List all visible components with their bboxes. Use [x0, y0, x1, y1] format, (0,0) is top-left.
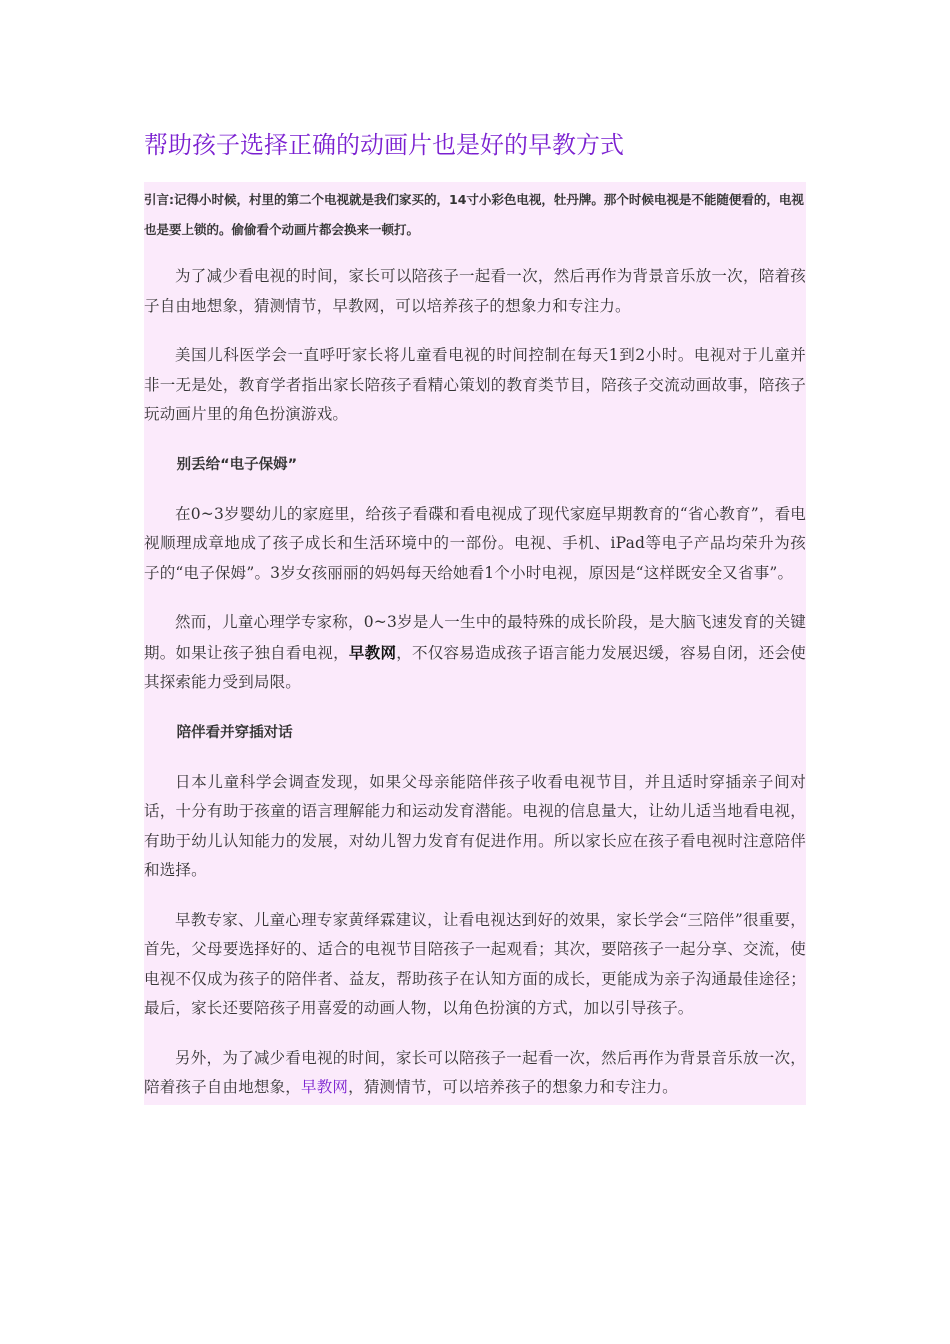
paragraph-1 — [144, 262, 806, 321]
section-heading-electronic-nanny: 别丢给“电子保姆” — [176, 456, 298, 473]
paragraph-7 — [144, 1044, 806, 1103]
page-title: 帮助孩子选择正确的动画片也是好的早教方式 — [144, 131, 624, 159]
article-lead: 引言:记得小时候，村里的第二个电视就是我们家买的，14寸小彩色电视，牡丹牌。那个时候电视是不能随便看的，电视也是要上锁的。偷偷看个动画片都会换来一顿打。 — [144, 192, 804, 237]
early-childhood-education-link[interactable]: 早期教育 — [601, 504, 665, 523]
section-heading-accompany: 陪伴看并穿插对话 — [176, 724, 293, 741]
paragraph-4 — [144, 608, 806, 698]
early-education-link-bold[interactable]: 早教网 — [348, 642, 397, 662]
paragraph-4-text-after: ，不仅容易造成孩子语言能力发展迟缓，容易自闭，还会使其探索能力受到局限。 — [144, 643, 806, 691]
early-education-link[interactable]: 早教网 — [332, 296, 380, 315]
paragraph-5: 日本儿童科学会调查发现，如果父母亲能陪伴孩子收看电视节目，并且适时穿插亲子间对话，十分有助于孩童的语言理解能力和运动发育潜能。电视的信息量大，让幼儿适当地看电视，有助于幼儿认知能力的发展，对幼儿智力发育有促进作用。所以家长应在孩子看电视时注意陪伴和选择。 — [144, 772, 806, 879]
paragraph-7-text-after: ，猜测情节，可以培养孩子的想象力和专注力。 — [348, 1078, 678, 1096]
paragraph-3 — [144, 500, 806, 589]
paragraph-7-text-before: 另外，为了减少看电视的时间，家长可以陪孩子一起看一次，然后再作为背景音乐放一次，陪着孩子自由地想象， — [144, 1048, 806, 1096]
paragraph-2: 美国儿科医学会一直呼吁家长将儿童看电视的时间控制在每天1到2小时。电视对于儿童并非一无是处，教育学者指出家长陪孩子看精心策划的教育类节目，陪孩子交流动画故事，陪孩子玩动画片里的角色扮演游戏。 — [144, 346, 806, 423]
paragraph-1-text-before: 为了减少看电视的时间，家长可以陪孩子一起看一次，然后再作为背景音乐放一次，陪着孩子自由地想象，猜测情节， — [144, 267, 806, 315]
paragraph-1-text-after: ，可以培养孩子的想象力和专注力。 — [379, 296, 631, 315]
paragraph-6: 早教专家、儿童心理专家黄绎霖建议，让看电视达到好的效果，家长学会“三陪伴”很重要，首先，父母要选择好的、适合的电视节目陪孩子一起观看；其次，要陪孩子一起分享、交流，使电视不仅成为孩子的陪伴者、益友，帮助孩子在认知方面的成长，更能成为亲子沟通最佳途径；最后，家长还要陪孩子用喜爱的动画人物，以角色扮演的方式，加以引导孩子。 — [144, 910, 806, 1017]
article-body — [144, 182, 806, 1105]
early-education-link-purple[interactable]: 早教网 — [301, 1078, 349, 1096]
paragraph-4-text-before: 然而，儿童心理学专家称，0~3岁是人一生中的最特殊的成长阶段，是大脑飞速发育的关键期。如果让孩子独自看电视， — [144, 613, 806, 662]
paragraph-3-text-after: 的“省心教育”，看电视顺理成章地成了孩子成长和生活环境中的一部份。电视、手机、iPad等电子产品均荣升为孩子的“电子保姆”。3岁女孩丽丽的妈妈每天给她看1个小时电视，原因是“这样既安全又省事”。 — [144, 504, 806, 582]
paragraph-3-text-before: 在0~3岁婴幼儿的家庭里，给孩子看碟和看电视成了现代家庭 — [175, 504, 602, 523]
